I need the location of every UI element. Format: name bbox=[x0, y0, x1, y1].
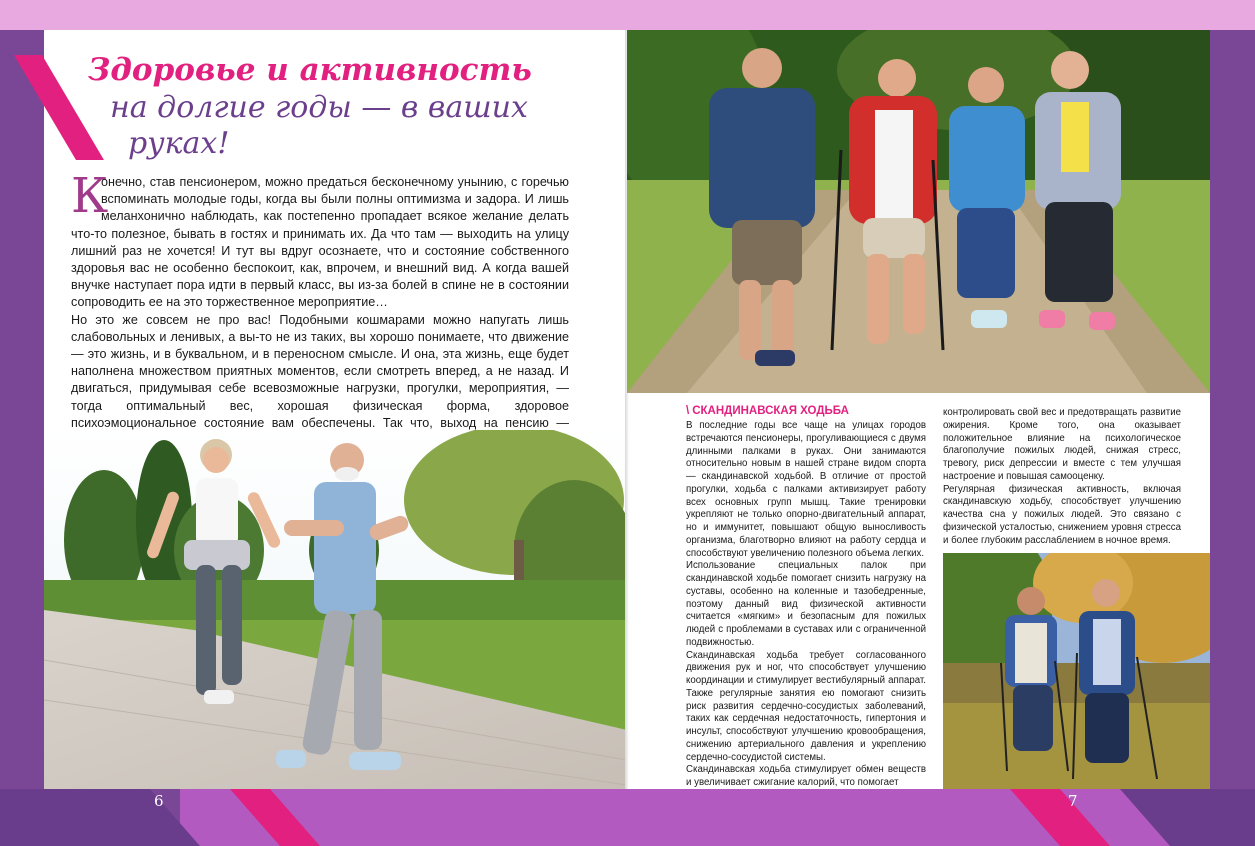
intro-text bbox=[71, 168, 569, 466]
article-column-1 bbox=[686, 420, 926, 790]
headline-line3: руках! bbox=[128, 126, 230, 161]
photo-couple-jogging bbox=[44, 430, 627, 789]
photo-nordic-walking-couple bbox=[943, 553, 1210, 789]
section-heading-text: СКАНДИНАВСКАЯ ХОДЬБА bbox=[692, 405, 849, 417]
page-number-left: 6 bbox=[154, 792, 164, 810]
col1-paragraph: Скандинавская ходьба требует согласованного движения рук и ног, что способствует улучшению координации и стимулирует вестибулярный аппарат. Также регулярные занятия ею помогают снизить риск развития сердечно-сосудистых заболеваний, таких как сердечная недостаточность, гипертония и инсульт, способствуют улучшению кровообращения, снижению артериального давления и укреплению сердечно-сосудистой системы. bbox=[686, 649, 926, 763]
headline-line1: Здоровье и активность bbox=[88, 52, 532, 88]
col2-paragraph: Регулярная физическая активность, включая скандинавскую ходьбу, способствует улучшению качества сна у пожилых людей. Это связано с физической усталостью, снижением уровня стресса и более глубоким расслаблением в ночное время. bbox=[943, 483, 1181, 546]
intro-paragraph-1: онечно, став пенсионером, можно предаться бесконечному унынию, с горечью вспоминать молодые годы, когда вы были полны оптимизма и задора. И лишь меланхонично наблюдать, как постепенно пропадает всякое желание делать что-то полезное, бывать в гостях и принимать их. Да что там — выходить на улицу лишний раз не хочется! И тут вы вдруг осознаете, что и состояние собственного здоровья вас не особенно беспокоит, как, впрочем, и внешний вид. А когда вашей внучке наступает пора идти в первый класс, вы из-за болей в спине не в состоянии сопроводить ее на это торжественное мероприятие… bbox=[71, 175, 569, 310]
photo-four-seniors-walking bbox=[627, 30, 1210, 393]
page-number-right: 7 bbox=[1068, 792, 1078, 810]
intro-paragraph-2: Но это же совсем не про вас! Подобными кошмарами можно напугать лишь слабовольных и ленивых, а вы-то не из таких, вы хорошо понимаете, что движение — это жизнь, и в буквальном, и в переносном смысле. И она, эта жизнь, еще будет наполнена множеством приятных моментов, если смотреть вперед, а не назад. И двигаться, придумывая себе всевозможные нагрузки, прогулки, мероприятия, — тогда оптимальный вес, хорошая физическая форма, здоровое психоэмоциональное состояние вам обеспечены. Так что, выход на пенсию — bbox=[71, 312, 569, 430]
col1-paragraph: Использование специальных палок при скандинавской ходьбе помогает снизить нагрузку на суставы, особенно на коленные и тазобедренные, поэтому данный вид физической активности считается «мягким» и безопасным для пожилых людей с проблемами в суставах или с ограниченной подвижностью. bbox=[686, 560, 926, 648]
dropcap-letter: К bbox=[71, 168, 109, 224]
col1-paragraph: Скандинавская ходьба стимулирует обмен веществ и увеличивает сжигание калорий, что помогает bbox=[686, 764, 926, 788]
col2-paragraph: контролировать свой вес и предотвращать развитие ожирения. Кроме того, она оказывает положительное влияние на психологическое благополучие пожилых людей, снижая стресс, тревогу, риск депрессии и вместе с тем улучшая настроение и повышая самооценку. bbox=[943, 407, 1181, 482]
article-column-2 bbox=[943, 407, 1181, 547]
headline-line2: на долгие годы — в ваших bbox=[110, 90, 528, 125]
right-margin-band bbox=[1210, 30, 1255, 846]
footer-diagonals bbox=[0, 789, 1255, 846]
heading-slash-icon: \ bbox=[686, 405, 690, 417]
spread-top-band bbox=[0, 0, 1255, 30]
section-heading bbox=[686, 405, 849, 417]
col1-paragraph: В последние годы все чаще на улицах городов встречаются пенсионеры, прогуливающиеся с двумя длинными палками в руках. Они занимаются относительно новым в нашей стране видом спорта — скандинавской ходьбой. В отличие от простой прогулки, ходьба с палками активизирует работу всех основных групп мышц. Такие тренировки укрепляют не только опорно-двигательный аппарат, но и иммунитет, повышают общую выносливость организма, благотворно влияют на работу сердца и способствуют увеличению полезного объема легких. bbox=[686, 420, 926, 559]
